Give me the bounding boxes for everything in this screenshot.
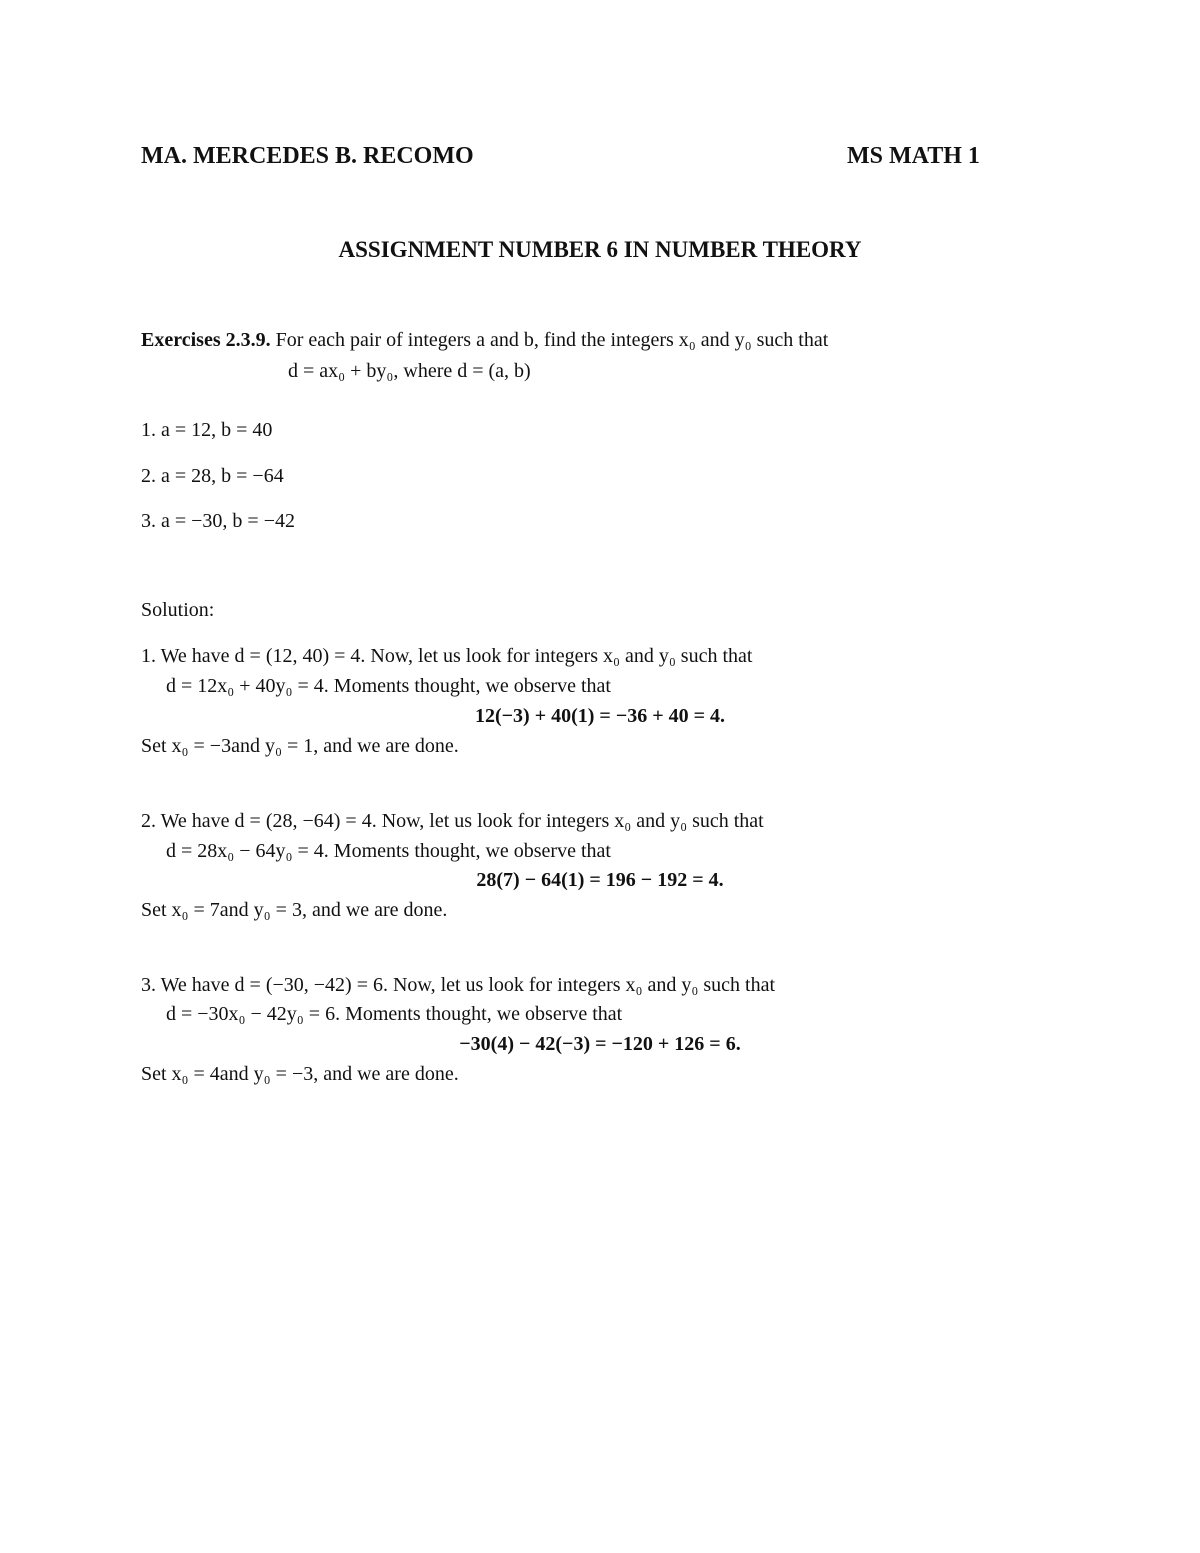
solution-3-line2: d = −30x₀ − 42y₀ = 6. Moments thought, we observe that: [166, 1003, 623, 1025]
solution-2-set: Set x₀ = 7and y₀ = 3, and we are done.: [141, 899, 448, 921]
exercise-formula: d = ax₀ + by₀, where d = (a, b): [288, 360, 531, 382]
problem-1: 1. a = 12, b = 40: [141, 419, 273, 441]
problem-2: 2. a = 28, b = −64: [141, 465, 284, 487]
solution-3-set: Set x₀ = 4and y₀ = −3, and we are done.: [141, 1063, 459, 1085]
solution-1-line2: d = 12x₀ + 40y₀ = 4. Moments thought, we observe that: [166, 675, 611, 697]
solution-2-line2: d = 28x₀ − 64y₀ = 4. Moments thought, we observe that: [166, 840, 611, 862]
solution-2-equation: 28(7) − 64(1) = 196 − 192 = 4.: [476, 869, 724, 891]
solution-1-line1: 1. We have d = (12, 40) = 4. Now, let us look for integers x₀ and y₀ such that: [141, 645, 753, 667]
solution-3-equation: −30(4) − 42(−3) = −120 + 126 = 6.: [459, 1033, 741, 1055]
solution-2-line1: 2. We have d = (28, −64) = 4. Now, let us look for integers x₀ and y₀ such that: [141, 810, 764, 832]
page-title: ASSIGNMENT NUMBER 6 IN NUMBER THEORY: [338, 237, 862, 262]
author-name: MA. MERCEDES B. RECOMO: [141, 143, 474, 169]
exercise-line: [141, 329, 828, 352]
solution-3-line1: 3. We have d = (−30, −42) = 6. Now, let us look for integers x₀ and y₀ such that: [141, 974, 776, 996]
solution-heading: Solution:: [141, 599, 215, 621]
course-name: MS MATH 1: [847, 143, 980, 169]
problem-3: 3. a = −30, b = −42: [141, 510, 295, 532]
solution-1-equation: 12(−3) + 40(1) = −36 + 40 = 4.: [474, 705, 726, 727]
solution-1-set: Set x₀ = −3and y₀ = 1, and we are done.: [141, 735, 459, 757]
exercise-label: Exercises 2.3.9.: [141, 329, 271, 351]
exercise-text: For each pair of integers a and b, find the integers x₀ and y₀ such that: [275, 329, 829, 351]
